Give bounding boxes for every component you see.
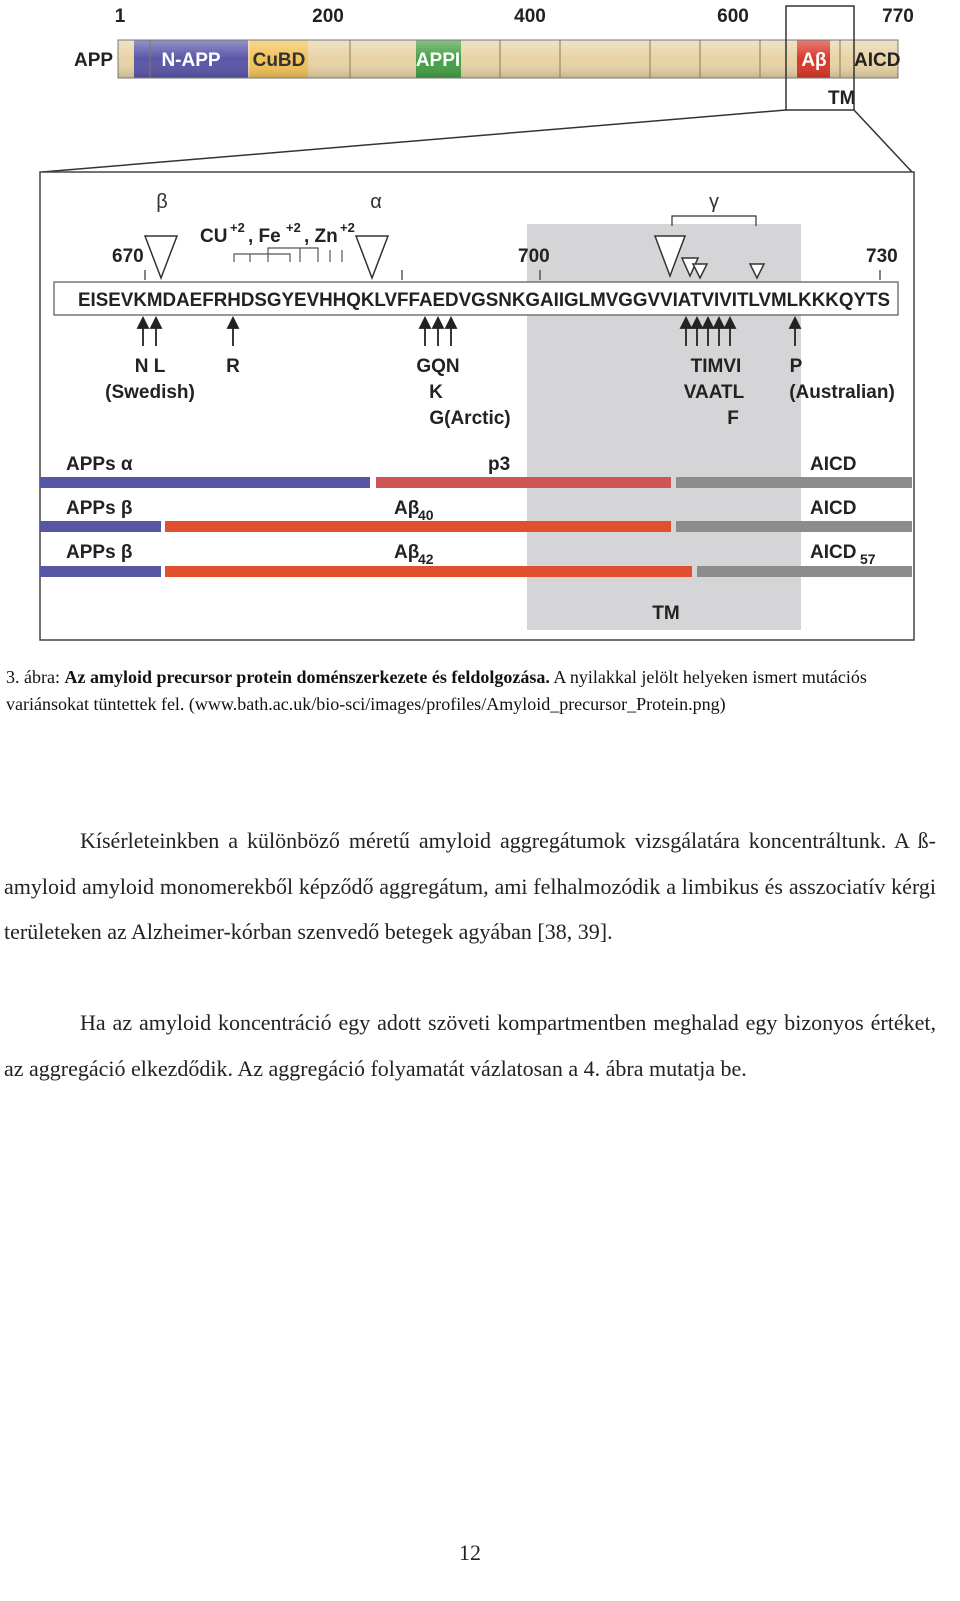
label-apps-alpha: APPs α xyxy=(66,454,133,475)
alpha-secretase-label: α xyxy=(370,191,382,213)
amino-acid-sequence: EISEVKMDAEFRHDSGYEVHHQKLVFFAEDVGSNKGAIIGLMVGGVVIATVIVITLVMLKKKQYTS xyxy=(78,290,890,311)
bar-abeta-42 xyxy=(165,566,692,577)
mutation-vaatl: VAATL xyxy=(683,382,745,403)
metal-cu-charge: +2 xyxy=(230,220,245,235)
label-aicd-57-sub: 57 xyxy=(860,551,876,567)
bar-apps-beta-1 xyxy=(40,521,161,532)
bar-apps-alpha xyxy=(40,477,370,488)
label-aicd-2: AICD xyxy=(810,498,857,519)
top-axis xyxy=(115,6,914,27)
mutation-gqn: GQN xyxy=(416,356,460,377)
label-appi: APPI xyxy=(415,50,461,71)
position-730: 730 xyxy=(866,246,898,267)
mutation-swedish-name: (Swedish) xyxy=(105,382,195,403)
label-tm-top: TM xyxy=(828,88,856,109)
bar-aicd-57 xyxy=(697,566,912,577)
label-abeta-42-sub: 42 xyxy=(418,551,434,567)
caption-prefix: 3. ábra: xyxy=(6,667,65,687)
label-aicd: AICD xyxy=(854,50,901,71)
bar-apps-beta-2 xyxy=(40,566,161,577)
figure-caption xyxy=(6,664,936,718)
label-napp: N-APP xyxy=(161,50,221,71)
app-domain-figure xyxy=(0,0,960,660)
label-abeta-42: Aβ xyxy=(394,542,420,563)
label-abeta-40-sub: 40 xyxy=(418,507,434,523)
metal-cu: CU xyxy=(200,226,228,247)
label-abeta-40: Aβ xyxy=(394,498,420,519)
tick-label: 600 xyxy=(717,6,749,27)
caption-title: Az amyloid precursor protein doménszerkezete és feldolgozása. xyxy=(64,667,550,687)
position-700: 700 xyxy=(518,246,550,267)
label-tm-bottom: TM xyxy=(652,603,680,624)
bar-aicd-1 xyxy=(676,477,912,488)
metal-fe: , Fe xyxy=(248,226,281,247)
label-cubd: CuBD xyxy=(252,50,306,71)
app-domain-bar xyxy=(118,40,901,78)
caption-text: A nyilakkal jelölt helyeken ismert mutációs variánsokat tüntettek fel. (www.bath.ac.uk/bio-sci/images/profiles/Amyloid_precursor_Protein.png) xyxy=(6,667,867,714)
mutation-arctic: G(Arctic) xyxy=(429,408,511,429)
metal-zn: , Zn xyxy=(304,226,338,247)
mutation-r: R xyxy=(226,356,240,377)
beta-secretase-label: β xyxy=(156,191,168,213)
mutation-k: K xyxy=(429,382,443,403)
page-number: 12 xyxy=(459,1540,481,1565)
bar-p3 xyxy=(376,477,671,488)
tick-label: 770 xyxy=(882,6,914,27)
label-apps-beta-2: APPs β xyxy=(66,542,133,563)
bar-aicd-2 xyxy=(676,521,912,532)
mutation-timvi: TIMVI xyxy=(690,356,742,377)
tick-label: 1 xyxy=(114,6,126,27)
tick-label: 200 xyxy=(312,6,344,27)
metal-zn-charge: +2 xyxy=(340,220,355,235)
label-apps-beta-1: APPs β xyxy=(66,498,133,519)
zoom-indicator xyxy=(42,6,912,172)
body-paragraph: Kísérleteinkben a különböző méretű amyloid aggregátumok vizsgálatára koncentráltunk. A ß-amyloid amyloid monomerekből képződő aggregátum, ami felhalmozódik a limbikus és asszociatív kérgi területeken az Alzheimer-kórban szenvedő betegek agyában [38, 39]. xyxy=(4,828,936,944)
position-670: 670 xyxy=(112,246,144,267)
gamma-secretase-label: γ xyxy=(709,191,719,213)
body-paragraph: Ha az amyloid koncentráció egy adott szöveti kompartmentben meghalad egy bizonyos értéket, az aggregáció elkezdődik. Az aggregáció folyamatát vázlatosan a 4. ábra mutatja be. xyxy=(4,1010,936,1081)
mutation-f: F xyxy=(727,408,739,429)
tick-label: 400 xyxy=(514,6,546,27)
mutation-p: P xyxy=(789,356,803,377)
label-aicd-3: AICD xyxy=(810,542,857,563)
metal-fe-charge: +2 xyxy=(286,220,301,235)
mutation-australian: (Australian) xyxy=(789,382,895,403)
label-abeta: Aβ xyxy=(801,50,827,71)
label-p3: p3 xyxy=(488,454,511,475)
label-aicd-1: AICD xyxy=(810,454,857,475)
mutation-swedish-aa: N L xyxy=(134,356,166,377)
label-app: APP xyxy=(74,50,114,71)
